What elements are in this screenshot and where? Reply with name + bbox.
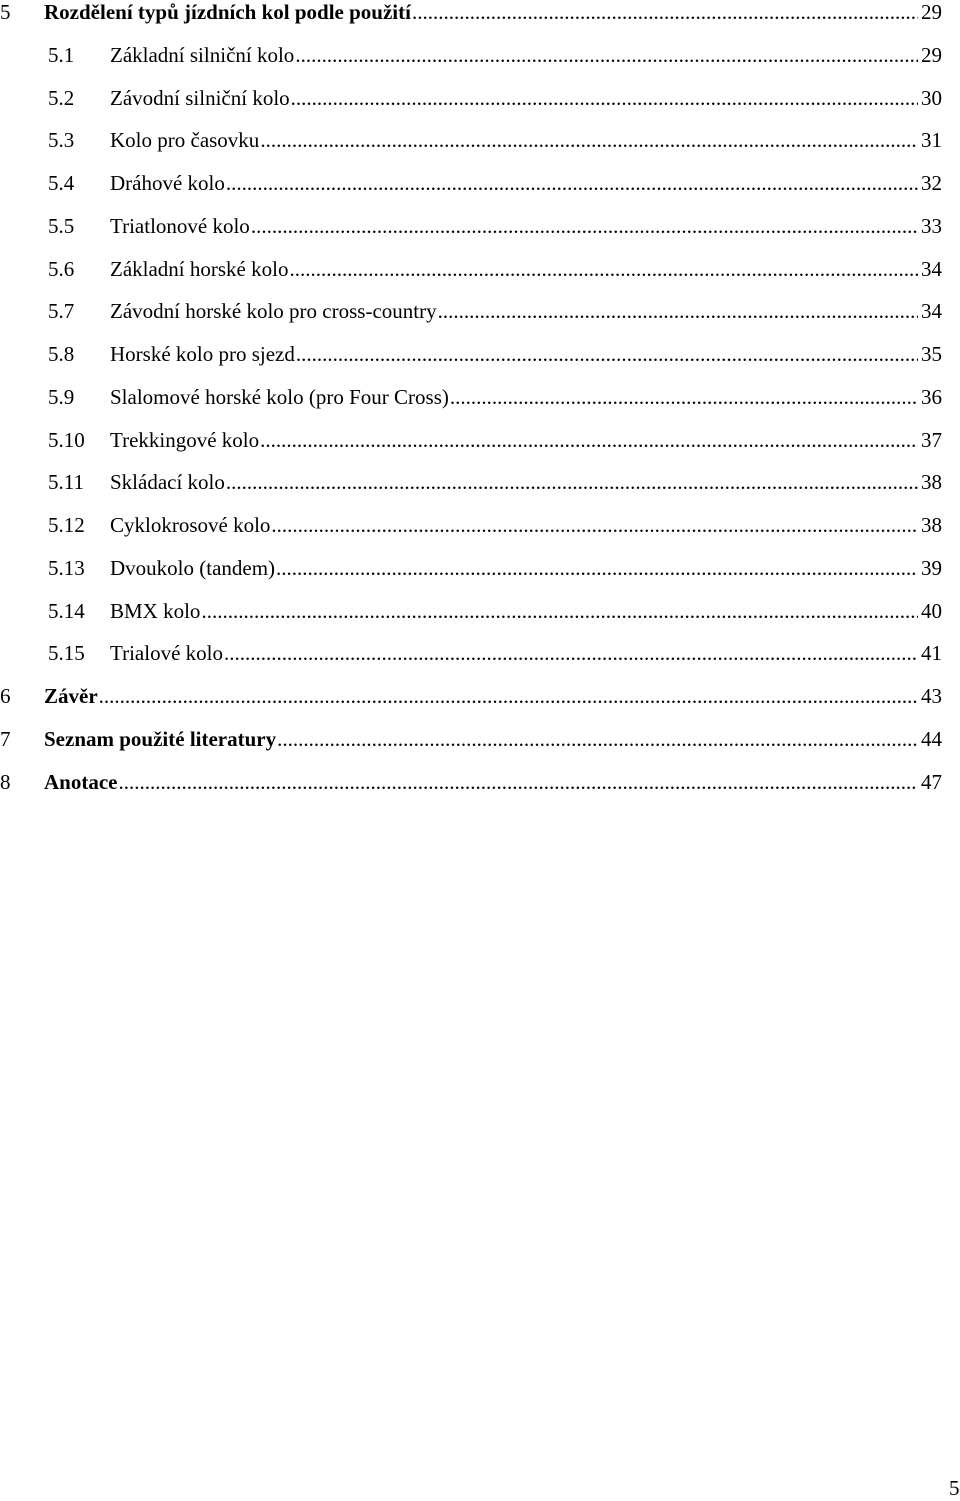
toc-dot-leader	[295, 40, 918, 70]
toc-dot-leader	[118, 767, 918, 797]
toc-entry-number: 5.12	[48, 513, 85, 537]
toc-entry-page: 43	[921, 684, 942, 708]
toc-section-entry[interactable]	[0, 254, 942, 284]
toc-entry-title: Seznam použité literatury	[44, 726, 277, 751]
toc-chapter-entry[interactable]	[0, 724, 942, 754]
toc-entry-page: 36	[921, 384, 942, 409]
toc-entry-title: Základní horské kolo	[110, 256, 289, 281]
toc-entry-number: 6	[0, 684, 11, 708]
toc-dot-leader	[271, 510, 918, 540]
toc-section-entry[interactable]	[0, 168, 942, 198]
toc-entry-number: 5.14	[48, 598, 85, 623]
toc-chapter-entry[interactable]	[0, 767, 942, 797]
toc-entry-page: 30	[921, 85, 942, 110]
toc-dot-leader	[276, 553, 918, 583]
toc-entry-title: Dráhové kolo	[110, 171, 225, 195]
toc-entry-number: 5.5	[48, 213, 75, 238]
toc-entry-title: Anotace	[44, 769, 118, 794]
toc-entry-title: Závodní horské kolo pro cross-country	[110, 299, 437, 324]
toc-entry-page: 41	[921, 641, 942, 666]
toc-dot-leader	[226, 168, 918, 198]
toc-entry-title: Triatlonové kolo	[110, 213, 250, 238]
toc-entry-title: Trialové kolo	[110, 641, 223, 666]
toc-entry-page: 31	[921, 128, 942, 153]
toc-entry-title: Slalomové horské kolo (pro Four Cross)	[110, 384, 449, 409]
toc-entry-page: 29	[921, 0, 942, 24]
toc-dot-leader	[438, 296, 918, 326]
toc-section-entry[interactable]	[0, 638, 942, 668]
toc-dot-leader	[412, 0, 918, 27]
toc-section-entry[interactable]	[0, 83, 942, 113]
toc-entry-title: Dvoukolo (tandem)	[110, 555, 276, 580]
toc-dot-leader	[201, 596, 918, 626]
toc-entry-number: 5.15	[48, 641, 85, 666]
toc-section-entry[interactable]	[0, 382, 942, 412]
toc-entry-title: Skládací kolo	[110, 470, 225, 495]
toc-section-entry[interactable]	[0, 339, 942, 369]
toc-entry-page: 38	[921, 470, 942, 495]
toc-entry-title: Trekkingové kolo	[110, 427, 260, 452]
toc-entry-title: BMX kolo	[110, 598, 201, 623]
toc-entry-number: 5.9	[48, 384, 75, 409]
toc-section-entry[interactable]	[0, 425, 942, 455]
toc-entry-number: 7	[0, 726, 11, 751]
toc-entry-title: Cyklokrosové kolo	[110, 513, 271, 537]
toc-dot-leader	[277, 724, 918, 754]
toc-entry-title: Základní silniční kolo	[110, 42, 295, 67]
toc-entry-title: Závodní silniční kolo	[110, 85, 290, 110]
toc-entry-number: 5.1	[48, 42, 75, 67]
toc-dot-leader	[450, 382, 918, 412]
toc-entry-number: 5.4	[48, 171, 75, 195]
toc-entry-number: 5.8	[48, 342, 75, 366]
toc-chapter-entry[interactable]	[0, 681, 942, 711]
toc-section-entry[interactable]	[0, 40, 942, 70]
toc-entry-number: 5	[0, 0, 11, 24]
toc-entry-number: 5.7	[48, 299, 75, 324]
toc-entry-number: 8	[0, 769, 11, 794]
page-number: 5	[949, 1476, 960, 1500]
toc-entry-number: 5.13	[48, 555, 85, 580]
toc-entry-page: 39	[921, 555, 942, 580]
toc-dot-leader	[224, 638, 918, 668]
toc-entry-page: 40	[921, 598, 942, 623]
toc-section-entry[interactable]	[0, 125, 942, 155]
toc-entry-page: 37	[921, 427, 942, 452]
toc-section-entry[interactable]	[0, 467, 942, 497]
toc-entry-title: Horské kolo pro sjezd	[110, 342, 295, 366]
toc-entry-number: 5.11	[48, 470, 84, 495]
toc-dot-leader	[226, 467, 918, 497]
toc-entry-page: 35	[921, 342, 942, 366]
toc-dot-leader	[260, 425, 918, 455]
toc-entry-number: 5.2	[48, 85, 75, 110]
toc-entry-title: Kolo pro časovku	[110, 128, 260, 153]
toc-entry-page: 34	[921, 299, 942, 324]
toc-section-entry[interactable]	[0, 510, 942, 540]
toc-entry-number: 5.10	[48, 427, 85, 452]
toc-entry-page: 38	[921, 513, 942, 537]
toc-section-entry[interactable]	[0, 596, 942, 626]
toc-dot-leader	[99, 681, 918, 711]
toc-dot-leader	[296, 339, 918, 369]
toc-entry-page: 33	[921, 213, 942, 238]
toc-dot-leader	[289, 254, 918, 284]
toc-dot-leader	[260, 125, 918, 155]
toc-dot-leader	[251, 211, 918, 241]
toc-entry-title: Rozdělení typů jízdních kol podle použití	[44, 0, 411, 24]
toc-entry-page: 32	[921, 171, 942, 195]
toc-chapter-entry[interactable]	[0, 0, 942, 27]
toc-entry-page: 47	[921, 769, 942, 794]
toc-entry-page: 29	[921, 42, 942, 67]
toc-dot-leader	[291, 83, 918, 113]
toc-entry-page: 44	[921, 726, 942, 751]
toc-section-entry[interactable]	[0, 296, 942, 326]
toc-section-entry[interactable]	[0, 553, 942, 583]
toc-entry-number: 5.6	[48, 256, 75, 281]
toc-entry-title: Závěr	[44, 684, 98, 708]
toc-entry-number: 5.3	[48, 128, 75, 153]
toc-section-entry[interactable]	[0, 211, 942, 241]
toc-entry-page: 34	[921, 256, 942, 281]
